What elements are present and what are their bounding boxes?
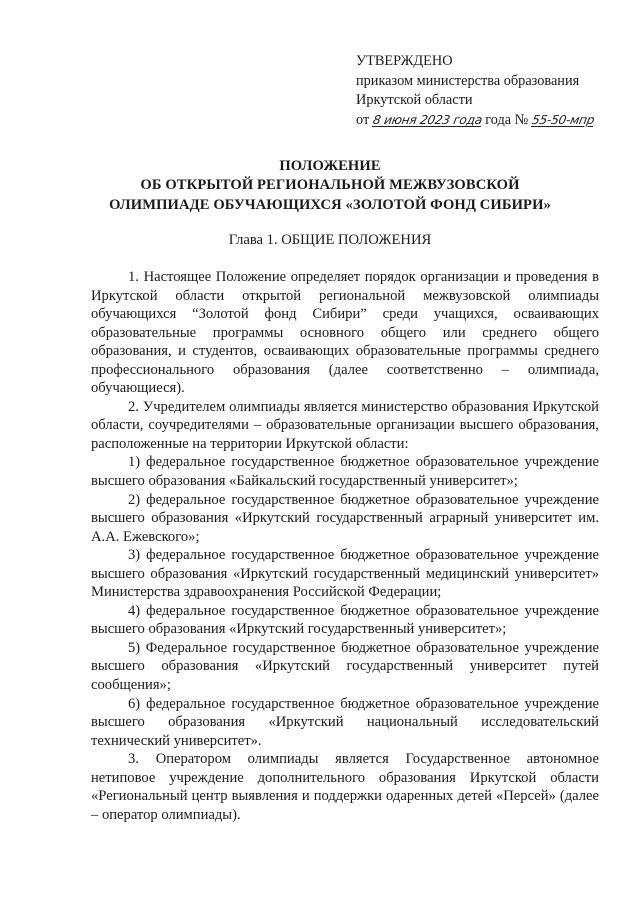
handwritten-number: 55-50-мпр bbox=[530, 112, 596, 127]
list-item-1: 1) федеральное государственное бюджетное образовательное учреждение высшего образования «Байкальский государственный университет»; bbox=[91, 454, 599, 490]
date-prefix: от bbox=[356, 111, 370, 128]
handwritten-date: 8 июня 2023 года bbox=[371, 112, 483, 127]
approval-date-line bbox=[356, 111, 626, 131]
chapter-heading: Глава 1. ОБЩИЕ ПОЛОЖЕНИЯ bbox=[228, 232, 432, 248]
approval-order-line: приказом министерства образования bbox=[356, 72, 580, 89]
approval-heading: УТВЕРЖДЕНО bbox=[356, 53, 453, 69]
approval-block bbox=[356, 52, 626, 130]
title-line-1: ПОЛОЖЕНИЕ bbox=[279, 158, 381, 174]
paragraph-2: 2. Учредителем олимпиады является министерство образования Иркутской области, соучредителями – образовательные организации высшего образования, расположенные на территории Иркутской области: bbox=[91, 398, 599, 452]
paragraph-1: 1. Настоящее Положение определяет порядок организации и проведения в Иркутской области открытой региональной межвузовской олимпиады обучающихся “Золотой фонд Сибири” среди учащихся, осваивающих образовательные программы основного общего или среднего общего образования, и студентов, осваивающих образовательные программы среднего профессионального образования (далее соответственно – олимпиада, обучающиеся). bbox=[91, 269, 599, 397]
list-item-5: 5) Федеральное государственное бюджетное образовательное учреждение высшего образования «Иркутский государственный университет путей сообщения»; bbox=[91, 639, 599, 694]
title-line-2: ОБ ОТКРЫТОЙ РЕГИОНАЛЬНОЙ МЕЖВУЗОВСКОЙ bbox=[140, 177, 520, 194]
approval-region-line: Иркутской области bbox=[356, 92, 473, 109]
title-line-3: ОЛИМПИАДЕ ОБУЧАЮЩИХСЯ «ЗОЛОТОЙ ФОНД СИБИРИ» bbox=[109, 196, 551, 213]
list-item-6: 6) федеральное государственное бюджетное образовательное учреждение высшего образования «Иркутский национальный исследовательский технический университет». bbox=[91, 695, 599, 749]
document-title bbox=[30, 157, 630, 215]
document-body bbox=[91, 268, 599, 824]
list-item-4: 4) федеральное государственное бюджетное образовательное учреждение высшего образования «Иркутский государственный университет»; bbox=[91, 602, 599, 638]
list-item-2: 2) федеральное государственное бюджетное образовательное учреждение высшего образования «Иркутский государственный аграрный университет им. А.А. Ежевского»; bbox=[91, 491, 599, 545]
number-label: года № bbox=[485, 111, 529, 128]
list-item-3: 3) федеральное государственное бюджетное образовательное учреждение высшего образования «Иркутский государственный медицинский университет» Министерства здравоохранения Российской Федерации; bbox=[91, 547, 599, 601]
paragraph-3: 3. Оператором олимпиады является Государственное автономное нетиповое учреждение дополнительного образования Иркутской области «Региональный центр выявления и поддержки одаренных детей «Персей» (далее – оператор олимпиады). bbox=[91, 751, 599, 823]
